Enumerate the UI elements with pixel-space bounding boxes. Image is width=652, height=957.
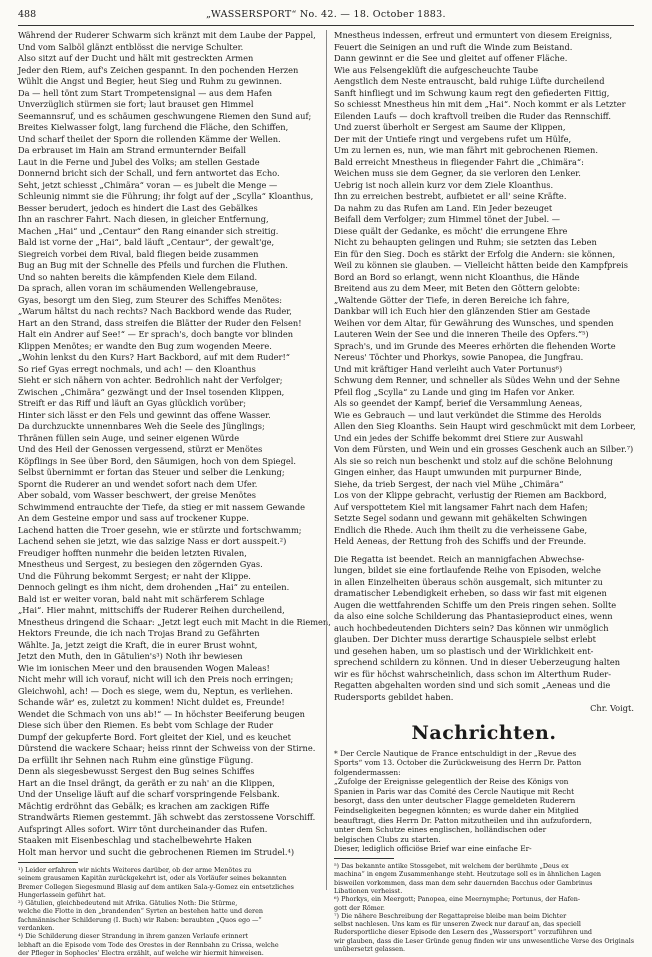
footnote-line: Bremer Collegen Siegesmund Blasig auf dem antiken Sala-y-Gomez ein entsetzliches bbox=[18, 882, 294, 891]
news-line: beauftragt, dies Herrn Dr. Patton mitzutheilen und ihn aufzufordern, bbox=[334, 815, 592, 825]
verse-line: Wie aus Felsengeklüft die aufgescheuchte Taube bbox=[334, 64, 539, 75]
prose-line: Rudersports gebildet haben. bbox=[334, 691, 454, 702]
author-signature: Chr. Voigt. bbox=[590, 703, 634, 713]
verse-line: Mnestheus indessen, erfreut und ermuntert von diesem Ereigniss, bbox=[334, 30, 613, 40]
verse-line: Nereus' Töchter und Phorkys, sowie Panopea, die Jungfrau. bbox=[334, 352, 584, 362]
verse-line: Schwimmend entrauchte der Tiefe, da stieg er mit nassem Gewande bbox=[18, 501, 306, 512]
verse-line: Und scharf theilet der Sporn die rollenden Kämme der Wellen. bbox=[18, 133, 281, 144]
verse-line: Aengstlich dem Neste entrauscht, bald ruhige Lüfte durcheilend bbox=[334, 76, 605, 86]
verse-line: Bald erreicht Mnestheus in fliegender Fahrt die „Chimära“: bbox=[334, 156, 584, 167]
verse-line: Der mit der Untiefe ringt und vergebens rufet um Hülfe, bbox=[334, 133, 572, 144]
verse-line: Dennoch gelingt es ihm nicht, dem drohenden „Hai“ zu enteilen. bbox=[18, 582, 290, 592]
verse-line: „Wohin lenkst du den Kurs? Hart Backbord, auf mit dem Ruder!“ bbox=[18, 352, 290, 362]
news-section bbox=[334, 749, 634, 855]
footnote-line: selbst nachlesen. Uns kam es für unseren Zweck nur darauf an, das speciell bbox=[334, 920, 581, 929]
verse-line: Hart an den Strand, dass streifen die Blätter der Ruder den Felsen! bbox=[18, 317, 302, 328]
verse-line: Allen den Sieg Kloanths. Sein Haupt wird geschmückt mit dem Lorbeer, bbox=[334, 421, 636, 431]
verse-line: Gingen einher, das Haupt umwunden mit purpurner Binde, bbox=[334, 467, 582, 477]
verse-line: Und die Führung bekommt Sergest; er naht der Klippe. bbox=[18, 570, 251, 581]
footnote-line: lebhaft an die Episode vom Tode des Orestes in der Rennbahn zu Crissa, welche bbox=[18, 940, 279, 949]
verse-line: Besser berudert, jedoch es hindert die Last des Gebälkes bbox=[18, 202, 258, 213]
footnote-line: wir glauben, dass die Leser Gründe genug finden wir uns unwesentliche Verse des Originals bbox=[334, 936, 635, 945]
verse-line: Schande wär' es, zuletzt zu kommen! Nicht duldet es, Freunde! bbox=[18, 697, 285, 707]
footnote-rule-right bbox=[334, 858, 394, 859]
verse-line: Auf verspottetem Kiel mit langsamer Fahrt nach dem Hafen; bbox=[334, 501, 588, 512]
prose-line: da also eine solche Schilderung das Phantasieproduct eines, wenn bbox=[334, 611, 613, 621]
verse-line: Schwung dem Renner, und schneller als Südes Wehn und der Sehne bbox=[334, 375, 620, 385]
verse-line: Da nahm zu das Rufen am Land. Ein Jeder bezeuget bbox=[334, 202, 553, 213]
verse-line: Dankbar will ich Euch hier den glänzenden Stier am Gestade bbox=[334, 306, 591, 316]
verse-line: „Warum hältst du nach rechts? Nach Backbord wende das Ruder, bbox=[18, 306, 292, 316]
verse-line: Da erbrauset im Hain am Strand ermunternder Beifall bbox=[18, 145, 246, 155]
news-line: Dieser, lediglich officiöse Brief war eine einfache Er- bbox=[334, 844, 532, 854]
poem-right bbox=[334, 30, 634, 548]
verse-line: Feuert die Seinigen an und ruft die Winde zum Beistand. bbox=[334, 41, 573, 52]
verse-line: Wählte. Ja, jetzt zeigt die Kraft, die in eurer Brust wohnt, bbox=[18, 639, 258, 650]
news-line: folgendermassen: bbox=[334, 767, 401, 777]
verse-line: Endlich die Rhede. Auch ihm theilt zu die verheissene Gabe, bbox=[334, 524, 588, 535]
verse-line: Schleunig nimmt sie die Führung; ihr folgt auf der „Scylla“ Kloanthus, bbox=[18, 191, 314, 201]
footnote-line: Rudersportliche dieser Episode den Lesern des „Wassersport“ vorzuführen und bbox=[334, 928, 593, 937]
verse-line: Staaken mit Eisenbeschlag und stachelbewehrte Haken bbox=[18, 835, 252, 845]
verse-line: Nicht zu behaupten gelingen und Ruhm; sie setzten das Leben bbox=[334, 237, 597, 247]
verse-line: Held Aeneas, der Rettung froh des Schiffs und der Freunde. bbox=[334, 536, 587, 546]
verse-line: Siegreich vorbei dem Rival, bald fliegen beide zusammen bbox=[18, 248, 259, 259]
verse-line: Halt ein Andrer auf See!“ — Er sprach's, doch bangte vor blinden bbox=[18, 329, 294, 339]
verse-line: So schiesst Mnestheus hin mit dem „Hai“. Noch kommt er als Letzter bbox=[334, 99, 626, 109]
footnote-line: ⁵) Das bekannte antike Stossgebet, mit welchem der berühmte „Deus ex bbox=[334, 862, 569, 871]
verse-line: Pfeil flog „Scylla“ zu Lande und ging im Hafen vor Anker. bbox=[334, 386, 575, 397]
news-line: Feindseligkeiten begegnen könnten; es wurde daher ein Mitglied bbox=[334, 806, 579, 816]
verse-line: Aufspringt Alles sofort. Wirr tönt durcheinander das Rufen. bbox=[18, 823, 268, 834]
verse-line: Als so geendet der Kampf, berief die Versammlung Aeneas, bbox=[334, 398, 583, 408]
footnote-line: seinem grausamen Kapitän zurückgekehrt ist, oder als Vorläufer seines bekannten bbox=[18, 874, 287, 883]
verse-line: Aber sobald, vom Wasser beschwert, der greise Menötes bbox=[18, 490, 256, 500]
footnote-line: machina“ in engem Zusammenhange steht. Heutzutage soll es in ähnlichen Lagen bbox=[334, 870, 602, 879]
footnote-line: verdanken. bbox=[18, 924, 55, 933]
verse-line: Sprach's, und im Grunde des Meeres erhörten die flehenden Worte bbox=[334, 340, 616, 351]
verse-line: Wendet die Schmach von uns ab!“ — In höchster Beeiferung beugen bbox=[18, 708, 305, 719]
verse-line: Siehe, da trieb Sergest, der nach viel Mühe „Chimära“ bbox=[334, 478, 564, 489]
verse-line: Lauteren Wein der See und die inneren Theile des Opfers.“⁵) bbox=[334, 329, 589, 339]
verse-line: Mnestheus dringend die Schaar: „Jetzt legt euch mit Macht in die Riemen, bbox=[18, 616, 331, 627]
verse-line: Zwischen „Chimära“ gezwängt und der Insel tosenden Klippen, bbox=[18, 386, 285, 397]
verse-line: Selbst übernimmt er fortan das Steuer und selber die Lenkung; bbox=[18, 467, 285, 477]
page-number: 488 bbox=[18, 9, 37, 20]
column-separator bbox=[326, 30, 327, 890]
poem-left bbox=[18, 30, 331, 858]
verse-line: Breitend aus zu dem Meer, mit Beten den Göttern gelobte: bbox=[334, 283, 580, 293]
verse-line: Mnestheus und Sergest, zu besiegen den zögernden Gyas. bbox=[18, 559, 263, 569]
prose-line: und gesehen haben, um so plastisch und der Wirklichkeit ent- bbox=[334, 645, 594, 656]
verse-line: Hart an die Insel drängt, da geräth er zu nah' an die Klippen, bbox=[18, 777, 275, 788]
verse-line: Ein für den Sieg. Doch es stärkt der Erfolg die Andern: sie können, bbox=[334, 248, 616, 259]
news-line: Spanien in Paris war das Comité des Cercle Nautique mit Recht bbox=[334, 786, 575, 796]
footnote-line: ⁴) Die Schilderung dieser Strandung in ihrem ganzen Verlaufe erinnert bbox=[18, 932, 249, 941]
news-line: Sports“ vom 13. October die Zurückweisung des Herrn Dr. Patton bbox=[334, 758, 582, 768]
prose-line: Augen die wettfahrenden Schiffe um den Preis ringen sehen. Sollte bbox=[334, 599, 617, 610]
verse-line: An dem Gesteine empor und sass auf trockener Kuppe. bbox=[18, 513, 249, 523]
verse-line: Freudiger hofften nunmehr die beiden letzten Rivalen, bbox=[18, 547, 247, 558]
footnote-line: ¹) Leider erfahren wir nichts Weiteres darüber, ob der arme Menötes zu bbox=[18, 866, 252, 874]
right-column bbox=[334, 30, 636, 953]
verse-line: Weichen muss sie dem Gegner, da sie verloren den Lenker. bbox=[334, 168, 581, 178]
verse-line: Streift er das Riff und läuft an Gyas glücklich vorüber; bbox=[18, 398, 246, 408]
verse-line: Unverzüglich stürmen sie fort; laut brauset gen Himmel bbox=[18, 99, 254, 109]
running-title: „WASSERSPORT“ No. 42. — 18. October 1883. bbox=[206, 9, 446, 20]
verse-line: „Hai“. Hier mahnt, mittschiffs der Ruderer Reihen durcheilend, bbox=[18, 605, 285, 615]
verse-line: Hektors Freunde, die ich nach Trojas Brand zu Gefährten bbox=[18, 628, 260, 638]
verse-line: Jeder den Riem, auf's Zeichen gespannt. In den pochenden Herzen bbox=[18, 64, 299, 75]
verse-line: Ihn an raschrer Fahrt. Nach diesen, in gleicher Entfernung, bbox=[18, 214, 269, 224]
verse-line: Wühlt die Angst und Begier, heut Sieg und Ruhm zu gewinnen. bbox=[18, 76, 282, 86]
verse-line: Beifall dem Verfolger; zum Himmel tönet der Jubel. — bbox=[334, 214, 561, 224]
news-line: belgischen Clubs zu starten. bbox=[334, 834, 441, 844]
verse-line: Klippen Menötes; er wandte den Bug zum wogenden Meere. bbox=[18, 340, 272, 351]
verse-line: Und ein jedes der Schiffe bekommt drei Stiere zur Auswahl bbox=[334, 432, 584, 443]
footnote-line: unübersetzt gelassen. bbox=[334, 945, 406, 953]
verse-line: Mächtig erdröhnt das Gebälk; es krachen am zackigen Riffe bbox=[18, 800, 270, 811]
verse-line: Da sprach, allen voran im schäumenden Wellengebrause, bbox=[18, 283, 259, 293]
prose-line: Regatten abgehalten worden sind und sich somit „Aeneas und die bbox=[334, 680, 611, 690]
verse-line: Und vom Salböl glänzt entblösst die nervige Schulter. bbox=[18, 41, 244, 52]
verse-line: Diese quält der Gedanke, es möcht' die errungene Ehre bbox=[334, 225, 568, 236]
footnote-rule-left bbox=[18, 862, 78, 863]
verse-line: Während der Ruderer Schwarm sich kränzt mit dem Laube der Pappel, bbox=[18, 30, 316, 40]
footnote-line: fachmännischer Schilderung (I. Buch) wir Raben: beraubten „Quos ego —“ bbox=[18, 915, 262, 924]
verse-line: Dumpf der gekupferte Bord. Fort gleitet der Kiel, und es keuchet bbox=[18, 731, 291, 742]
page-header bbox=[18, 9, 634, 23]
verse-line: Bord an Bord so erlangt, wenn nicht Kloanthus, die Hände bbox=[334, 271, 580, 282]
verse-line: „Waltende Götter der Tiefe, in deren Bereiche ich fahre, bbox=[334, 294, 570, 305]
verse-line: Da — hell tönt zum Start Trompetensignal — aus dem Hafen bbox=[18, 87, 273, 98]
footnote-line: bisweilen vorkommen, dass man dem sehr dauernden Bacchus oder Gambrinus bbox=[334, 878, 593, 887]
verse-line: Da erfüllt ihr Sehnen nach Ruhm eine günstige Fügung. bbox=[18, 754, 254, 765]
verse-line: Seemannsruf, und es schäumen geschwungene Riemen den Sund auf; bbox=[18, 110, 312, 121]
verse-line: Dann gewinnt er die See und gleitet auf offener Fläche. bbox=[334, 53, 568, 63]
closing-prose bbox=[334, 554, 634, 704]
footnote-line: Libationen verheisst. bbox=[334, 886, 403, 895]
verse-line: Seht, jetzt schiesst „Chimära“ voran — es jubelt die Menge — bbox=[18, 179, 278, 190]
verse-line: Donnernd bricht sich der Schall, und fern antwortet das Echo. bbox=[18, 168, 280, 178]
footnote-line: ²) Gätulien, gleichbedeutend mit Afrika. Gätulies Noth: Die Stürme, bbox=[18, 899, 238, 908]
verse-line: Jetzt den Muth, den in Gätulien's³) Noth ihr bewiesen bbox=[18, 651, 243, 661]
footnotes-right bbox=[334, 862, 634, 953]
verse-line: Gyas, besorgt um den Sieg, zum Steurer des Schiffes Menötes: bbox=[18, 294, 283, 305]
verse-line: Und des Heil der Genossen vergessend, stürzt er Menötes bbox=[18, 444, 263, 454]
verse-line: Breites Kielwasser folgt, lang furchend die Fläche, den Schiffen, bbox=[18, 122, 289, 132]
verse-line: Eilenden Laufs — doch kraftvoll treiben die Ruder das Rennschiff. bbox=[334, 110, 611, 121]
verse-line: Also sitzt auf der Ducht und hält mit gestreckten Armen bbox=[18, 53, 254, 63]
verse-line: Los von der Klippe gebracht, verlustig der Riemen am Backbord, bbox=[334, 490, 607, 500]
news-line: * Der Cercle Nautique de France entschuldigt in der „Revue des bbox=[334, 748, 577, 758]
verse-line: So rief Gyas erregt nochmals, und ach! — den Kloanthus bbox=[18, 363, 256, 374]
prose-line: auch hochbedeutenden Dichters sein? Das können wir unmöglich bbox=[334, 622, 609, 633]
news-line: unter dem Schutze eines englischen, holländischen oder bbox=[334, 825, 547, 835]
verse-line: Uebrig ist noch allein kurz vor dem Ziele Kloanthus. bbox=[334, 179, 554, 190]
verse-line: Machen „Hai“ und „Centaur“ den Rang einander sich streitig. bbox=[18, 225, 279, 236]
verse-line: Sanft hinfliegt und im Schwung kaum regt den gefiederten Fittig, bbox=[334, 87, 610, 98]
verse-line: Bug an Bug mit der Schnelle des Pfeils und furchen die Fluthen. bbox=[18, 260, 288, 270]
verse-line: Thränen füllen sein Auge, und seiner eigenen Würde bbox=[18, 432, 240, 443]
footnote-line: Hungerlassein geführt hat. bbox=[18, 890, 106, 899]
verse-line: Und so nahten bereits die kämpfenden Kiele dem Eiland. bbox=[18, 271, 258, 282]
prose-line: lungen, bildet sie eine fortlaufende Reihe von Episoden, welche bbox=[334, 565, 601, 575]
verse-line: Dürstend die wackere Schaar; heiss rinnt der Schweiss von der Stirne. bbox=[18, 743, 316, 753]
footnote-line: gott der Römer. bbox=[334, 903, 385, 912]
verse-line: Diese sich über den Riemen. Es bebt vom Schlage der Ruder bbox=[18, 720, 274, 730]
prose-line: dramatischer Lebendigkeit erheben, so dass wir fast mit eigenen bbox=[334, 588, 607, 598]
verse-line: Wie im ionischen Meer und den brausenden Wogen Maleas! bbox=[18, 662, 270, 673]
left-column bbox=[18, 30, 331, 957]
prose-line: glauben. Der Dichter muss derartige Schauspiele selbst erlebt bbox=[334, 634, 596, 644]
footnote-line: der Pfleger in Sophocles' Electra erzählt, auf welche wir hiermit hinweisen. bbox=[18, 948, 264, 957]
footnote-line: ⁷) Die nähere Beschreibung der Regattapreise bleibe man beim Dichter bbox=[334, 911, 567, 920]
verse-line: Ihn zu erreichen bestrebt, aufbietet er all' seine Kräfte. bbox=[334, 191, 567, 201]
verse-line: Lachend sehen sie jetzt, wie das salzige Nass er dort ausspeit.²) bbox=[18, 536, 287, 546]
verse-line: Denn als siegesbewusst Sergest den Bug seines Schiffes bbox=[18, 766, 255, 776]
verse-line: Spornt die Ruderer an und wendet sofort nach dem Ufer. bbox=[18, 478, 258, 489]
verse-line: Da durchzuckte unnennbares Weh die Seele des Jünglings; bbox=[18, 421, 265, 431]
verse-line: Von dem Fürsten, und Wein und ein grosses Geschenk auch an Silber.⁷) bbox=[334, 444, 634, 454]
verse-line: Bald ist vorne der „Hai“, bald läuft „Centaur“, der gewalt'ge, bbox=[18, 237, 275, 247]
verse-line: Nicht mehr will ich vorauf, nicht will ich den Preis noch erringen; bbox=[18, 674, 294, 684]
verse-line: Weihen vor dem Altar, für Gewährung des Wunsches, und spenden bbox=[334, 317, 614, 328]
verse-line: Wie es Gebrauch — und laut verkündet die Stimme des Herolds bbox=[334, 409, 602, 420]
verse-line: Holt man hervor und sucht die gebrochenen Riemen im Strudel.⁴) bbox=[18, 846, 295, 857]
news-heading: Nachrichten. bbox=[411, 721, 557, 744]
verse-line: Köpflings in See über Bord, den Säumigen, hoch von dem Spiegel. bbox=[18, 455, 296, 466]
verse-line: Lachend hatten die Troer gesehn, wie er stürzte und fortschwamm; bbox=[18, 524, 302, 535]
verse-line: Um zu lernen es, nun, wie man fährt mit gebrochenen Riemen. bbox=[334, 145, 598, 155]
header-rule bbox=[18, 25, 634, 26]
verse-line: Gleichwohl, ach! — Doch es siege, wem du, Neptun, es verliehen. bbox=[18, 685, 293, 696]
prose-line: wir es für höchst wahrscheinlich, dass schon im Alterthum Ruder- bbox=[334, 668, 612, 679]
verse-line: Setzte Segel sodann und gewann mit gehäkelten Schwingen bbox=[334, 513, 588, 523]
prose-line: in allen Einzelheiten überaus schön ausgemalt, sich mitunter zu bbox=[334, 576, 603, 587]
verse-line: Weil zu können sie glauben. — Vielleicht hätten beide den Kampfpreis bbox=[334, 260, 628, 270]
footnote-line: ⁶) Phorkys, ein Meergott; Panopea, eine Meernymphe; Portunus, der Hafen- bbox=[334, 895, 580, 904]
verse-line: Und der Unselige läuft auf die scharf vorspringende Felsbank. bbox=[18, 789, 280, 799]
verse-line: Bald ist er weiter voran, bald naht mit schärferem Schlage bbox=[18, 593, 265, 604]
news-line: „Zufolge der Ereignisse gelegentlich der Reise des Königs von bbox=[334, 777, 569, 787]
verse-line: Hinter sich lässt er den Fels und gewinnt das offene Wasser. bbox=[18, 409, 271, 420]
footnotes-left bbox=[18, 866, 318, 957]
verse-line: Laut in die Ferne und Jubel des Volks; am stellen Gestade bbox=[18, 156, 260, 167]
footnote-line: welche die Flotte in den „brandenden“ Syrten an bestehen hatte und deren bbox=[18, 907, 263, 916]
prose-line: sprechend schildern zu können. Und in dieser Ueberzeugung halten bbox=[334, 657, 621, 667]
verse-line: Und mit kräftiger Hand verleiht auch Vater Portunus⁶) bbox=[334, 363, 563, 374]
verse-line: Strandwärts Riemen gestemmt. Jäh schwebt das zerstossene Vorschiff. bbox=[18, 812, 316, 822]
verse-line: Als sie so reich nun beschenkt und stolz auf die schöne Belohnung bbox=[334, 455, 613, 466]
verse-line: Und zuerst überholt er Sergest am Saume der Klippen, bbox=[334, 122, 566, 132]
prose-line: Die Regatta ist beendet. Reich an mannigfachen Abwechse- bbox=[334, 553, 585, 564]
verse-line: Sieht er sich nähern von achter. Bedrohlich naht der Verfolger; bbox=[18, 375, 283, 385]
news-line: besorgt, dass den unter deutscher Flagge gemeldeten Ruderern bbox=[334, 796, 576, 806]
